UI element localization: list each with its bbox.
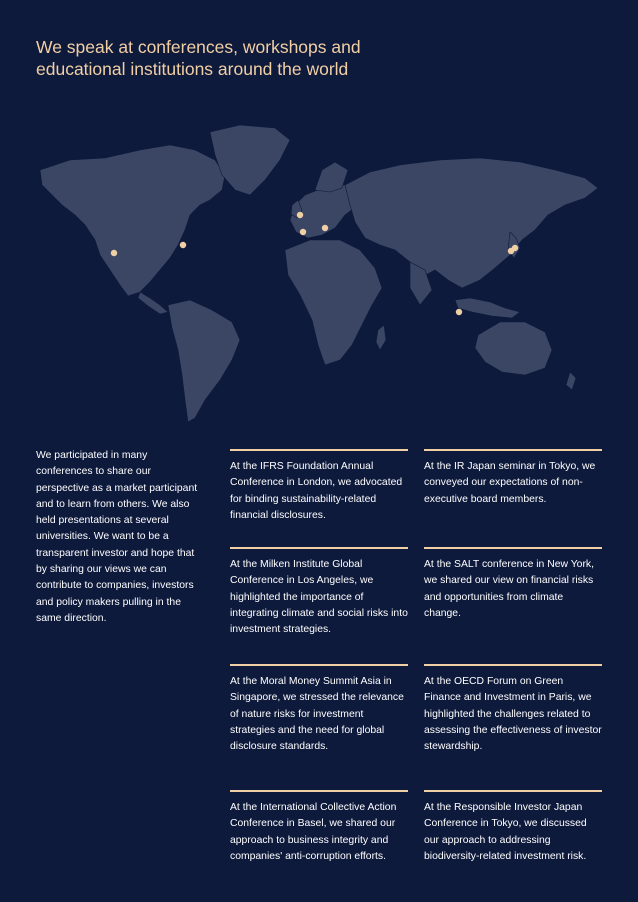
new-zealand-landmass xyxy=(566,372,576,390)
event-card xyxy=(424,790,602,865)
madagascar-landmass xyxy=(376,325,386,350)
marker-singapore xyxy=(456,309,462,315)
australia-landmass xyxy=(475,322,552,375)
event-card xyxy=(424,547,602,622)
event-text: At the Milken Institute Global Conference in Los Angeles, we highlighted the importance of integrating climate and social risks into investment strategies. xyxy=(230,559,408,636)
marker-basel xyxy=(322,225,328,231)
event-text: At the Moral Money Summit Asia in Singapore, we stressed the relevance of nature risks for investment strategies and the need for global disclosure standards. xyxy=(230,676,404,753)
africa-landmass xyxy=(285,240,382,365)
marker-new-york xyxy=(180,242,186,248)
event-text: At the IFRS Foundation Annual Conference in London, we advocated for binding sustainability-related financial disclosures. xyxy=(230,461,403,521)
marker-london xyxy=(297,212,303,218)
intro-text: We participated in many conferences to share our perspective as a market participant and to learn from others. We also held presentations at several universities. We want to be a transparent investor and hope that by sharing our views we can contribute to companies, investors and policy makers pulling in the same direction. xyxy=(36,450,198,624)
marker-tokyo-2 xyxy=(512,245,518,251)
event-card xyxy=(230,547,408,638)
event-text: At the SALT conference in New York, we shared our view on financial risks and opportunities from climate change. xyxy=(424,559,595,619)
event-card xyxy=(424,664,602,755)
world-map xyxy=(30,116,610,426)
north-america-landmass xyxy=(40,145,225,296)
event-card xyxy=(230,790,408,865)
marker-los-angeles xyxy=(111,250,117,256)
asia-landmass xyxy=(345,158,598,288)
event-text: At the International Collective Action Conference in Basel, we shared our approach to business integrity and companies' anti-corruption efforts. xyxy=(230,802,397,862)
event-card xyxy=(424,449,602,508)
marker-paris xyxy=(300,229,306,235)
south-america-landmass xyxy=(168,300,240,422)
event-card xyxy=(230,664,408,755)
page-heading: We speak at conferences, workshops and educational institutions around the world xyxy=(36,37,361,79)
event-text: At the OECD Forum on Green Finance and Investment in Paris, we highlighted the challenges related to assessing the effectiveness of investor stewardship. xyxy=(424,676,602,753)
event-text: At the Responsible Investor Japan Conference in Tokyo, we discussed our approach to addressing biodiversity-related investment risk. xyxy=(424,802,587,862)
southeast-asia-landmass xyxy=(455,298,520,318)
event-card xyxy=(230,449,408,524)
event-text: At the IR Japan seminar in Tokyo, we conveyed our expectations of non-executive board members. xyxy=(424,461,596,505)
central-america-landmass xyxy=(138,292,168,314)
